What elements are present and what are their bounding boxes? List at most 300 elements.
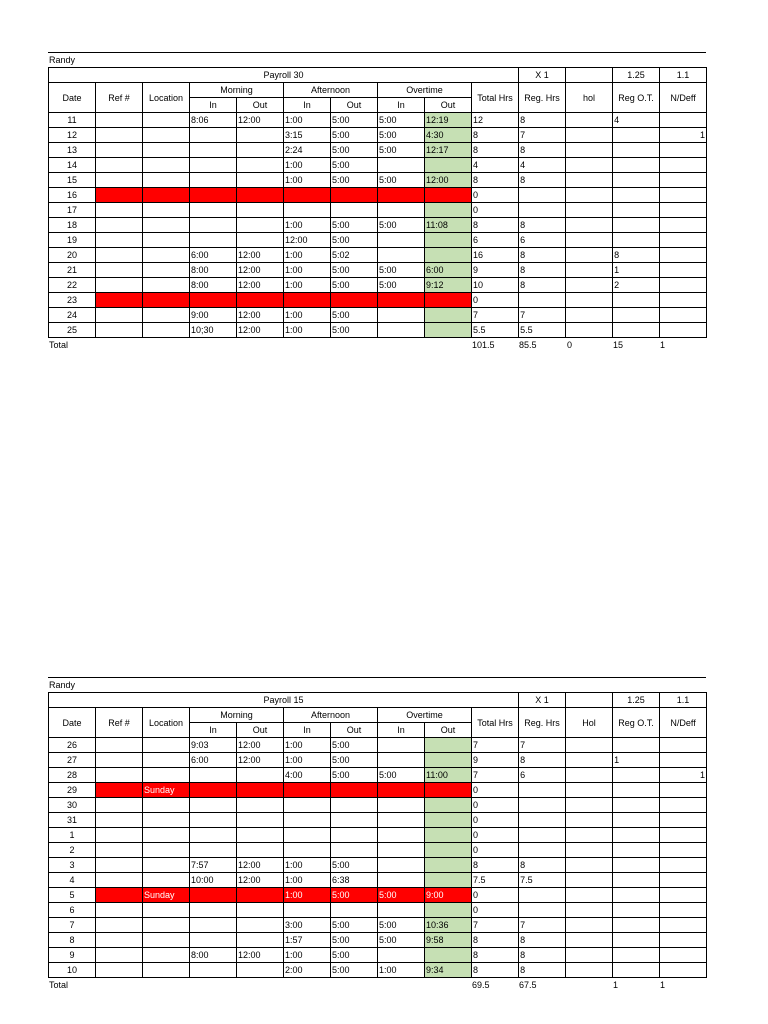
table-row [49,278,707,293]
cell-overtime-out [425,828,472,843]
cell-reg-hrs [519,783,566,798]
cell-morning-in: 8:06 [190,113,237,128]
payroll-sheet-2 [48,677,706,992]
table-row [49,768,707,783]
cell-overtime-in: 5:00 [378,768,425,783]
cell-location [143,158,190,173]
cell-reg-hrs: 7 [519,918,566,933]
cell-afternoon-out [331,828,378,843]
header-ref: Ref # [96,708,143,738]
cell-morning-in: 8:00 [190,278,237,293]
cell-morning-out [237,293,284,308]
cell-ndeff [660,873,707,888]
cell-morning-out [237,963,284,978]
cell-ndeff [660,158,707,173]
cell-afternoon-out: 5:00 [331,143,378,158]
cell-total-hrs: 0 [472,798,519,813]
cell-afternoon-out [331,798,378,813]
cell-hol [566,888,613,903]
cell-afternoon-out: 5:02 [331,248,378,263]
cell-overtime-out [425,948,472,963]
table-row [49,828,707,843]
cell-location [143,308,190,323]
cell-overtime-out: 9:00 [425,888,472,903]
cell-afternoon-in: 1:57 [284,933,331,948]
cell-overtime-out: 10:36 [425,918,472,933]
cell-date: 4 [49,873,96,888]
cell-date: 15 [49,173,96,188]
header-ndeff: N/Deff [660,83,707,113]
timesheet-rows [49,738,707,978]
cell-location [143,798,190,813]
cell-afternoon-out [331,188,378,203]
cell-overtime-out: 6:00 [425,263,472,278]
table-row [49,308,707,323]
cell-morning-in [190,768,237,783]
cell-morning-in [190,843,237,858]
cell-ref [96,143,143,158]
cell-date: 24 [49,308,96,323]
table-row [49,798,707,813]
cell-ndeff [660,218,707,233]
cell-reg-hrs: 7 [519,128,566,143]
cell-reg-ot [613,188,660,203]
cell-afternoon-in: 2:00 [284,963,331,978]
cell-hol [566,813,613,828]
table-row [49,263,707,278]
cell-date: 22 [49,278,96,293]
cell-ref [96,798,143,813]
cell-afternoon-in: 1:00 [284,158,331,173]
employee-name: Randy [48,677,706,692]
cell-ndeff [660,963,707,978]
cell-afternoon-in: 1:00 [284,888,331,903]
cell-reg-ot [613,798,660,813]
cell-ref [96,323,143,338]
cell-total-hrs: 6 [472,233,519,248]
cell-ndeff [660,188,707,203]
cell-afternoon-out: 6:38 [331,873,378,888]
rate-125: 1.25 [613,68,660,83]
cell-ndeff [660,113,707,128]
cell-morning-in: 9:03 [190,738,237,753]
cell-date: 19 [49,233,96,248]
cell-total-hrs: 8 [472,933,519,948]
cell-hol [566,858,613,873]
cell-date: 31 [49,813,96,828]
cell-location [143,143,190,158]
cell-hol [566,738,613,753]
header-morning-out: Out [237,98,284,113]
cell-afternoon-in: 1:00 [284,308,331,323]
cell-afternoon-out [331,843,378,858]
cell-morning-out: 12:00 [237,263,284,278]
cell-morning-out [237,888,284,903]
cell-location [143,753,190,768]
cell-morning-out [237,233,284,248]
cell-afternoon-out: 5:00 [331,173,378,188]
cell-reg-ot [613,873,660,888]
header-row-payroll [49,68,707,83]
cell-afternoon-out: 5:00 [331,323,378,338]
cell-overtime-in [378,293,425,308]
header-overtime-out: Out [425,98,472,113]
cell-ndeff [660,813,707,828]
cell-total-hrs: 0 [472,293,519,308]
cell-afternoon-in: 12:00 [284,233,331,248]
table-row [49,963,707,978]
cell-ndeff [660,308,707,323]
cell-afternoon-in: 3:00 [284,918,331,933]
cell-morning-out: 12:00 [237,323,284,338]
cell-date: 12 [49,128,96,143]
cell-total-hrs: 8 [472,948,519,963]
table-row [49,933,707,948]
cell-reg-hrs: 8 [519,948,566,963]
cell-reg-hrs: 8 [519,263,566,278]
cell-reg-ot [613,933,660,948]
cell-afternoon-out [331,293,378,308]
cell-morning-out [237,828,284,843]
cell-hol [566,203,613,218]
cell-date: 3 [49,858,96,873]
header-total-hrs: Total Hrs [472,708,519,738]
cell-morning-out [237,143,284,158]
cell-location [143,173,190,188]
rate-x1: X 1 [519,68,566,83]
cell-date: 26 [49,738,96,753]
cell-date: 17 [49,203,96,218]
cell-ndeff [660,278,707,293]
cell-morning-out [237,188,284,203]
cell-ndeff [660,293,707,308]
payroll-title: Payroll 30 [49,68,519,83]
cell-hol [566,233,613,248]
header-row-groups [49,83,707,98]
cell-reg-hrs [519,828,566,843]
cell-morning-in [190,188,237,203]
cell-reg-ot [613,738,660,753]
cell-morning-in: 9:00 [190,308,237,323]
totals-reg-ot: 1 [613,980,619,990]
cell-afternoon-out: 5:00 [331,888,378,903]
table-row [49,158,707,173]
cell-afternoon-in: 2:24 [284,143,331,158]
cell-overtime-in [378,308,425,323]
cell-overtime-out: 9:12 [425,278,472,293]
cell-ndeff [660,948,707,963]
cell-afternoon-in: 1:00 [284,873,331,888]
cell-overtime-in [378,813,425,828]
table-row [49,948,707,963]
cell-morning-in [190,173,237,188]
cell-total-hrs: 8 [472,128,519,143]
cell-reg-ot: 1 [613,753,660,768]
totals-reg-hrs: 85.5 [519,340,537,350]
cell-ref [96,858,143,873]
cell-morning-out [237,798,284,813]
cell-date: 8 [49,933,96,948]
cell-overtime-in [378,248,425,263]
cell-reg-ot: 4 [613,113,660,128]
cell-reg-hrs: 7 [519,308,566,323]
cell-afternoon-out [331,903,378,918]
cell-morning-out [237,933,284,948]
header-location: Location [143,83,190,113]
cell-ndeff [660,903,707,918]
cell-morning-in [190,813,237,828]
cell-morning-in [190,128,237,143]
cell-reg-ot [613,158,660,173]
cell-date: 18 [49,218,96,233]
header-morning: Morning [190,708,284,723]
header-overtime-in: In [378,98,425,113]
cell-hol [566,323,613,338]
cell-overtime-out [425,293,472,308]
timesheet-table [48,692,707,978]
cell-overtime-in [378,233,425,248]
cell-ref [96,828,143,843]
cell-hol [566,753,613,768]
cell-total-hrs: 0 [472,888,519,903]
cell-morning-in [190,903,237,918]
table-row [49,233,707,248]
totals-total-hrs: 69.5 [472,980,490,990]
cell-afternoon-in: 1:00 [284,323,331,338]
cell-afternoon-out [331,813,378,828]
cell-ref [96,128,143,143]
cell-ndeff [660,843,707,858]
header-reg-hrs: Reg. Hrs [519,83,566,113]
cell-morning-out [237,158,284,173]
cell-morning-in [190,218,237,233]
cell-morning-out: 12:00 [237,113,284,128]
cell-reg-hrs: 6 [519,233,566,248]
cell-hol [566,768,613,783]
cell-morning-out [237,768,284,783]
cell-afternoon-in: 1:00 [284,248,331,263]
cell-ndeff [660,783,707,798]
header-morning-in: In [190,98,237,113]
cell-overtime-out [425,873,472,888]
cell-date: 6 [49,903,96,918]
header-morning: Morning [190,83,284,98]
table-row [49,753,707,768]
cell-reg-ot: 2 [613,278,660,293]
rate-x1: X 1 [519,693,566,708]
cell-hol [566,873,613,888]
cell-ref [96,783,143,798]
cell-afternoon-in: 3:15 [284,128,331,143]
cell-reg-ot [613,903,660,918]
cell-ndeff: 1 [660,128,707,143]
cell-morning-in [190,203,237,218]
header-overtime-out: Out [425,723,472,738]
header-overtime: Overtime [378,708,472,723]
totals-total-hrs: 101.5 [472,340,495,350]
cell-ref [96,188,143,203]
cell-morning-out [237,173,284,188]
cell-reg-hrs: 8 [519,933,566,948]
cell-overtime-in: 5:00 [378,933,425,948]
totals-hol: 0 [567,340,573,350]
cell-afternoon-out: 5:00 [331,158,378,173]
cell-hol [566,158,613,173]
cell-overtime-in: 5:00 [378,128,425,143]
cell-reg-hrs: 8 [519,278,566,293]
table-row [49,783,707,798]
cell-afternoon-out: 5:00 [331,933,378,948]
cell-morning-in [190,783,237,798]
cell-reg-hrs: 8 [519,753,566,768]
cell-location [143,293,190,308]
cell-location [143,248,190,263]
cell-overtime-in: 5:00 [378,278,425,293]
cell-overtime-in: 5:00 [378,888,425,903]
cell-ref [96,248,143,263]
cell-reg-hrs: 7 [519,738,566,753]
cell-total-hrs: 7.5 [472,873,519,888]
cell-reg-hrs: 8 [519,963,566,978]
cell-ref [96,873,143,888]
header-reg-ot: Reg O.T. [613,83,660,113]
cell-morning-in: 6:00 [190,248,237,263]
cell-morning-in: 10:00 [190,873,237,888]
header-date: Date [49,708,96,738]
cell-morning-in [190,828,237,843]
cell-reg-ot [613,813,660,828]
cell-overtime-out [425,843,472,858]
cell-total-hrs: 9 [472,753,519,768]
rate-11: 1.1 [660,693,707,708]
cell-location: Sunday [143,783,190,798]
cell-ndeff [660,918,707,933]
table-row [49,903,707,918]
cell-afternoon-in: 1:00 [284,278,331,293]
header-afternoon-out: Out [331,723,378,738]
header-location: Location [143,708,190,738]
cell-overtime-out [425,323,472,338]
cell-overtime-in [378,188,425,203]
cell-total-hrs: 10 [472,278,519,293]
cell-hol [566,188,613,203]
cell-afternoon-in: 1:00 [284,263,331,278]
header-row-payroll [49,693,707,708]
cell-reg-ot [613,948,660,963]
cell-date: 13 [49,143,96,158]
table-row [49,173,707,188]
totals-label: Total [49,980,69,990]
cell-date: 25 [49,323,96,338]
cell-location [143,858,190,873]
cell-hol [566,278,613,293]
cell-reg-ot: 1 [613,263,660,278]
cell-morning-in [190,143,237,158]
cell-date: 27 [49,753,96,768]
cell-overtime-in [378,158,425,173]
cell-location [143,738,190,753]
cell-location [143,128,190,143]
cell-ndeff [660,323,707,338]
cell-total-hrs: 12 [472,113,519,128]
header-reg-hrs: Reg. Hrs [519,708,566,738]
cell-morning-out [237,128,284,143]
cell-morning-out [237,203,284,218]
cell-reg-ot [613,203,660,218]
cell-reg-ot [613,888,660,903]
cell-total-hrs: 8 [472,858,519,873]
cell-reg-ot: 8 [613,248,660,263]
cell-overtime-out: 9:58 [425,933,472,948]
cell-overtime-out [425,903,472,918]
cell-location [143,903,190,918]
cell-reg-hrs [519,813,566,828]
cell-afternoon-out: 5:00 [331,263,378,278]
cell-afternoon-out: 5:00 [331,233,378,248]
cell-morning-out [237,218,284,233]
cell-hol [566,948,613,963]
cell-afternoon-in [284,293,331,308]
totals-reg-ot: 15 [613,340,624,350]
cell-ndeff [660,248,707,263]
cell-location [143,768,190,783]
cell-overtime-out: 4:30 [425,128,472,143]
cell-afternoon-out: 5:00 [331,858,378,873]
cell-afternoon-out: 5:00 [331,768,378,783]
cell-hol [566,843,613,858]
cell-reg-hrs [519,203,566,218]
cell-overtime-in [378,738,425,753]
cell-location [143,233,190,248]
cell-total-hrs: 9 [472,263,519,278]
cell-hol [566,218,613,233]
cell-overtime-out [425,753,472,768]
table-row [49,843,707,858]
cell-total-hrs: 8 [472,963,519,978]
cell-morning-in [190,888,237,903]
header-afternoon-in: In [284,98,331,113]
cell-reg-hrs [519,188,566,203]
cell-morning-in: 8:00 [190,948,237,963]
cell-reg-ot [613,218,660,233]
cell-ndeff [660,828,707,843]
cell-reg-hrs [519,843,566,858]
cell-ref [96,753,143,768]
cell-morning-out: 12:00 [237,738,284,753]
cell-afternoon-out: 5:00 [331,918,378,933]
cell-overtime-out [425,203,472,218]
table-row [49,113,707,128]
rate-11: 1.1 [660,68,707,83]
cell-ref [96,963,143,978]
cell-reg-ot [613,323,660,338]
cell-ndeff [660,798,707,813]
cell-morning-out: 12:00 [237,308,284,323]
cell-ref [96,278,143,293]
cell-total-hrs: 0 [472,203,519,218]
header-afternoon: Afternoon [284,708,378,723]
cell-overtime-in: 5:00 [378,173,425,188]
cell-total-hrs: 0 [472,828,519,843]
cell-ref [96,843,143,858]
cell-date: 29 [49,783,96,798]
cell-total-hrs: 16 [472,248,519,263]
cell-reg-hrs [519,293,566,308]
cell-reg-ot [613,783,660,798]
cell-date: 20 [49,248,96,263]
cell-ref [96,293,143,308]
cell-afternoon-in [284,813,331,828]
